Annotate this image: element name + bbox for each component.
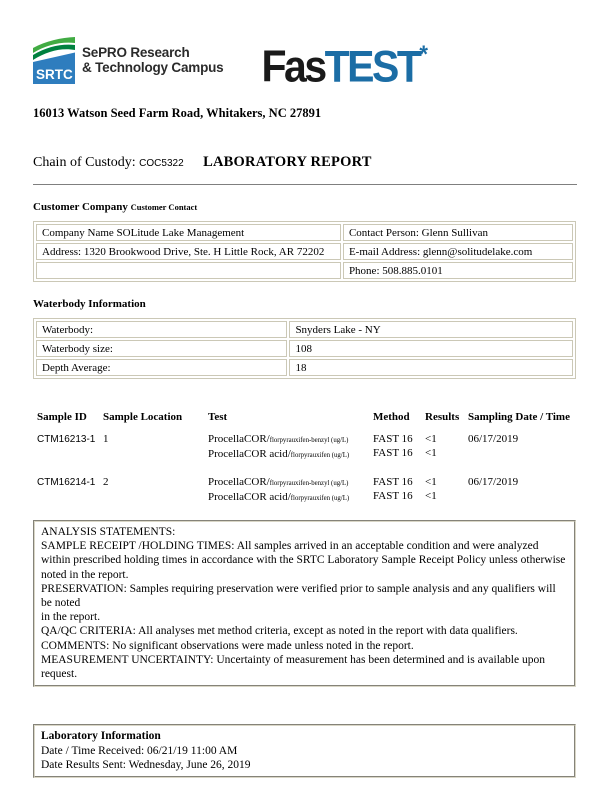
- waterbody-table: [33, 318, 576, 379]
- col-header-sample-location: Sample Location: [103, 411, 183, 423]
- sample-id: CTM16214-1: [37, 477, 96, 488]
- srtc-logo-text: SRTC: [36, 66, 73, 82]
- sample-methods: [373, 476, 425, 505]
- customer-table: [33, 221, 576, 282]
- table-row: [36, 321, 573, 338]
- sampling-date: 06/17/2019: [468, 476, 519, 488]
- contact-email-cell: E-mail Address: glenn@solitudelake.com: [343, 243, 573, 260]
- test-result: <1: [425, 446, 437, 459]
- test-method: FAST 16: [373, 433, 413, 445]
- analysis-line: ANALYSIS STATEMENTS:: [41, 526, 176, 538]
- sample-tests: [208, 433, 373, 462]
- contact-person-cell: Contact Person: Glenn Sullivan: [343, 224, 573, 241]
- srtc-logo-icon: [33, 37, 75, 84]
- table-row: [36, 359, 573, 376]
- analysis-statements-box: [33, 520, 576, 687]
- sample-results: [425, 476, 468, 505]
- test-result: <1: [425, 489, 437, 502]
- col-header-sample-id: Sample ID: [37, 411, 87, 423]
- table-row: [36, 340, 573, 357]
- fastest-logo-blue: TEST: [324, 41, 420, 91]
- table-row: [36, 243, 573, 260]
- depth-average-label-cell: Depth Average:: [36, 359, 287, 376]
- test-name: ProcellaCOR acid/: [208, 447, 291, 460]
- test-analyte: florpyrauxifen-benzyl (ug/L): [269, 437, 349, 444]
- test-analyte: florpyrauxifen (ug/L): [290, 451, 350, 459]
- company-name-cell: Company Name SOLitude Lake Management: [36, 224, 341, 241]
- empty-cell: [36, 262, 341, 279]
- title-divider: [33, 184, 577, 185]
- test-name: ProcellaCOR/: [208, 476, 270, 488]
- chain-of-custody-label: Chain of Custody:: [33, 155, 136, 170]
- sample-methods: [373, 433, 425, 462]
- analysis-line: in the report.: [41, 611, 101, 624]
- sample-results: [425, 433, 468, 462]
- date-results-sent: Date Results Sent: Wednesday, June 26, 2019: [41, 758, 251, 771]
- test-result: <1: [425, 476, 437, 488]
- sample-results-header-row: [37, 411, 577, 423]
- analysis-line: COMMENTS: No significant observations were made unless noted in the report.: [41, 639, 414, 652]
- sample-id: CTM16213-1: [37, 434, 96, 445]
- test-name: ProcellaCOR/: [208, 433, 270, 445]
- lab-address: 16013 Watson Seed Farm Road, Whitakers, NC 27891: [33, 106, 322, 120]
- test-method: FAST 16: [373, 476, 413, 488]
- sample-location: 2: [103, 476, 109, 488]
- col-header-sampling-date: Sampling Date / Time: [468, 411, 570, 423]
- contact-phone-cell: Phone: 508.885.0101: [343, 262, 573, 279]
- test-analyte: florpyrauxifen (ug/L): [290, 494, 350, 502]
- waterbody-label-cell: Waterbody:: [36, 321, 287, 338]
- waterbody-value-cell: Snyders Lake - NY: [289, 321, 573, 338]
- report-header: [33, 36, 577, 91]
- waterbody-section-heading: Waterbody Information: [33, 298, 146, 310]
- customer-company-heading: Customer Company: [33, 201, 128, 213]
- company-address-cell: Address: 1320 Brookwood Drive, Ste. H Little Rock, AR 72202: [36, 243, 341, 260]
- chain-of-custody-value: COC5322: [139, 158, 184, 169]
- laboratory-information-heading: Laboratory Information: [41, 730, 161, 743]
- analysis-line: MEASUREMENT UNCERTAINTY: Uncertainty of measurement has been determined and is available upon request.: [41, 653, 545, 681]
- waterbody-size-value-cell: 108: [289, 340, 573, 357]
- sample-location: 1: [103, 433, 109, 445]
- table-row: [37, 476, 577, 505]
- table-row: [36, 224, 573, 241]
- laboratory-information-box: [33, 724, 576, 778]
- sample-results-section: [37, 411, 577, 505]
- org-name-line2: & Technology Campus: [82, 60, 224, 75]
- analysis-line: QA/QC CRITERIA: All analyses met method criteria, except as noted in the report with data qualifiers.: [41, 625, 518, 638]
- col-header-results: Results: [425, 411, 460, 423]
- col-header-test: Test: [208, 411, 228, 423]
- org-name: [82, 45, 223, 76]
- test-analyte: florpyrauxifen-benzyl (ug/L): [269, 480, 349, 487]
- analysis-line: PRESERVATION: Samples requiring preservation were verified prior to sample analysis and any qualifiers will be noted: [41, 582, 556, 610]
- table-row: [37, 433, 577, 462]
- page-title: LABORATORY REPORT: [203, 154, 372, 170]
- sampling-date: 06/17/2019: [468, 433, 519, 445]
- fastest-logo-asterisk: *: [419, 40, 428, 68]
- title-row: [33, 154, 577, 171]
- fastest-logo-black: Fas: [261, 41, 325, 91]
- test-method: FAST 16: [373, 489, 413, 502]
- waterbody-size-label-cell: Waterbody size:: [36, 340, 287, 357]
- test-method: FAST 16: [373, 446, 413, 459]
- table-row: [36, 262, 573, 279]
- srtc-logo-block: [33, 37, 223, 84]
- test-name: ProcellaCOR acid/: [208, 490, 291, 503]
- fastest-logo: [261, 32, 428, 91]
- analysis-line: SAMPLE RECEIPT /HOLDING TIMES: All samples arrived in an acceptable condition and were analyzed within prescribed holding times in accordance with the SRTC Laboratory Sample Receipt Policy unless otherwise noted in the report.: [41, 540, 566, 581]
- col-header-method: Method: [373, 411, 410, 423]
- sample-tests: [208, 476, 373, 505]
- customer-contact-heading: Customer Contact: [130, 202, 198, 212]
- customer-section-heading: [33, 201, 577, 213]
- org-name-line1: SePRO Research: [82, 44, 190, 60]
- depth-average-value-cell: 18: [289, 359, 573, 376]
- test-result: <1: [425, 433, 437, 445]
- date-received: Date / Time Received: 06/21/19 11:00 AM: [41, 744, 238, 757]
